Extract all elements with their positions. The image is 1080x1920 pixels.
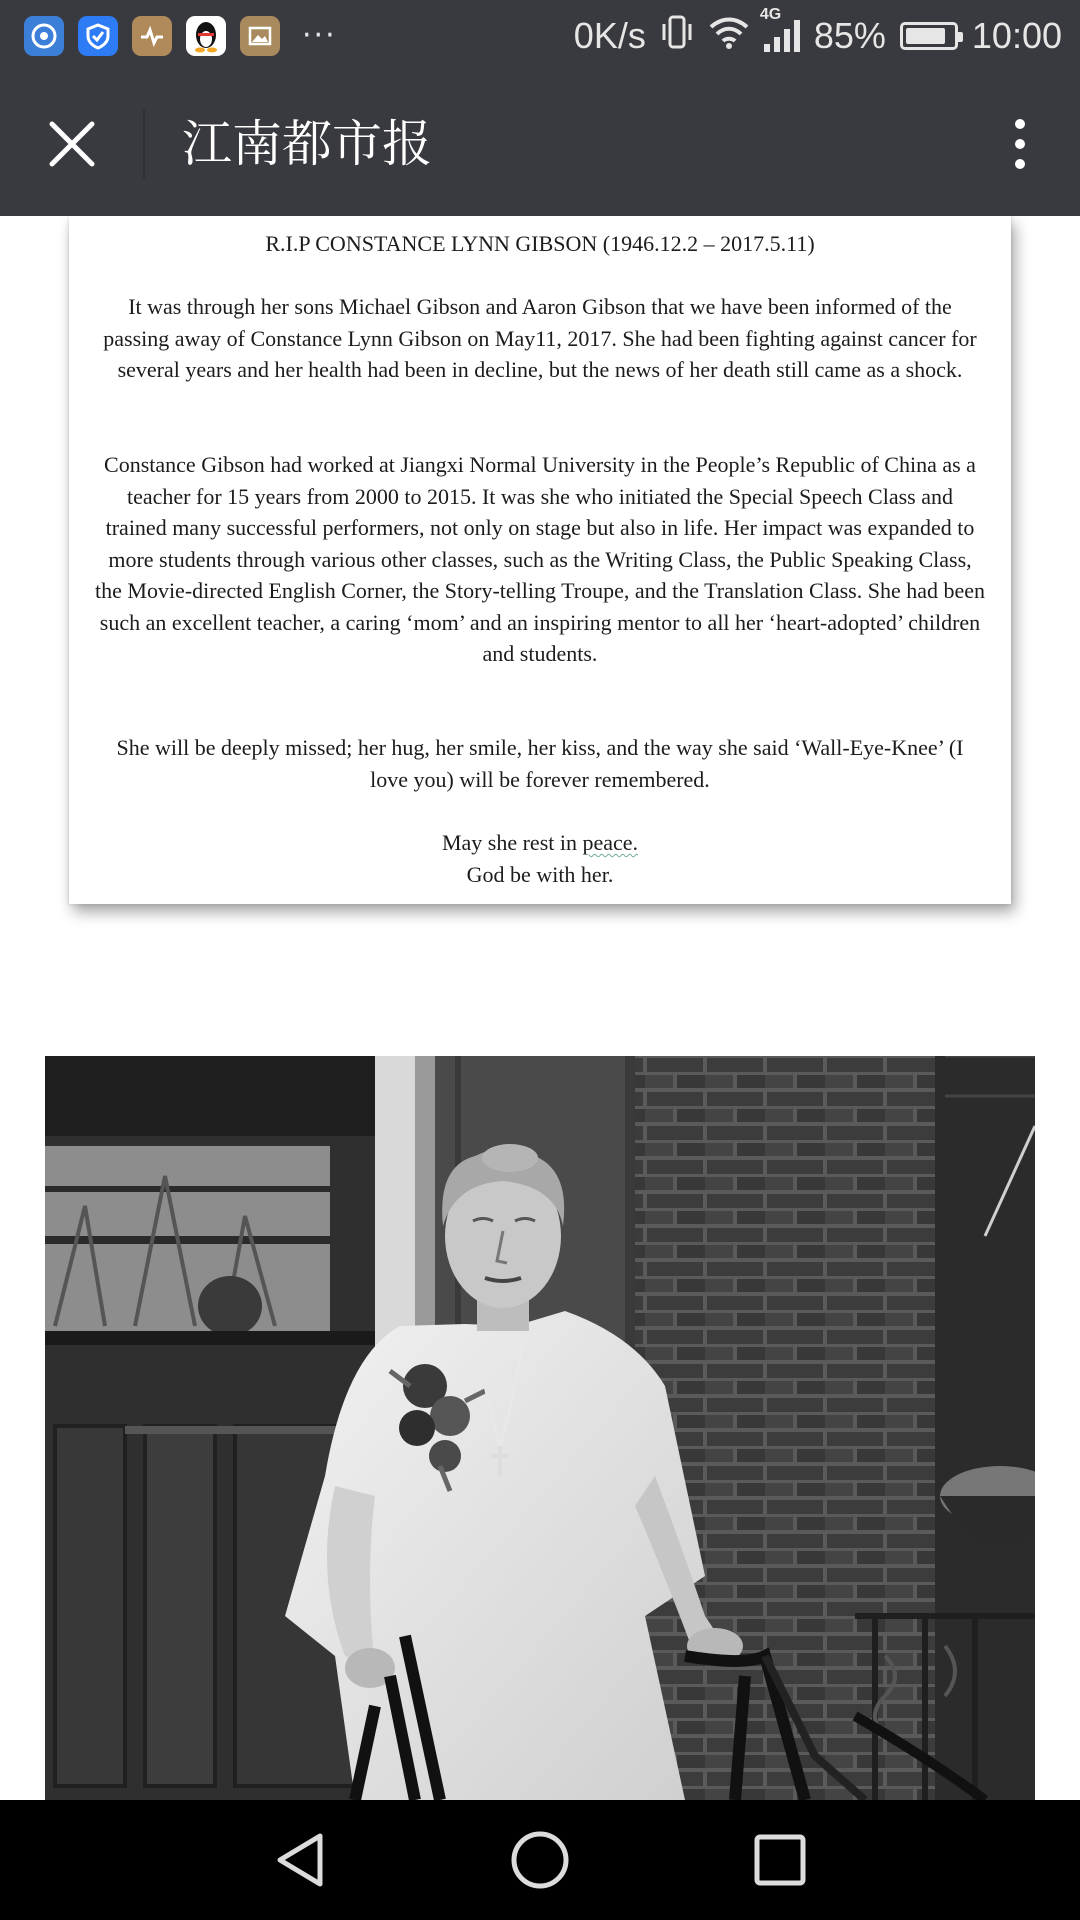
closing-line-2: God be with her. <box>466 861 614 887</box>
home-circle-icon <box>509 1829 571 1891</box>
nav-recents-button[interactable] <box>745 1828 815 1892</box>
obituary-paragraph-1: It was through her sons Michael Gibson and Aaron Gibson that we have been informed of the passing away of Constance Lynn Gibson on May11, 2017. She had been fighting against cancer for several years and her health had been in decline, but the news of her death still came as a shock. <box>103 294 977 382</box>
obituary-paragraph-3: She will be deeply missed; her hug, her smile, her kiss, and the way she said ‘Wall-Eye-Knee’ (I love you) will be forever remembered. <box>116 735 964 792</box>
system-status <box>574 0 1062 72</box>
browser-icon <box>24 16 64 56</box>
closing-line-1-prefix: May she rest in <box>441 830 583 855</box>
cellular-signal-icon <box>759 6 800 52</box>
notification-icons <box>24 14 337 58</box>
portrait-photo[interactable] <box>45 1056 1035 1800</box>
recents-square-icon <box>752 1832 808 1888</box>
title-bar <box>0 72 1080 216</box>
closing-line-1-word: peace. <box>582 830 639 855</box>
close-icon <box>47 119 97 169</box>
health-icon <box>132 16 172 56</box>
title-divider <box>143 110 145 178</box>
gallery-icon <box>240 16 280 56</box>
obituary-paragraph-2: Constance Gibson had worked at Jiangxi Normal University in the People’s Republic of China as a teacher for 15 years from 2000 to 2015. It was she who initiated the Special Speech Class and trained many successful performers, not only on stage but also in life. Her impact was expanded to more students through various other classes, such as the Writing Class, the Public Speaking Class, the Movie-directed English Corner, the Story-telling Troupe, and the Translation Class. She had been such an excellent teacher, a caring ‘mom’ and an inspiring mentor to all her ‘heart-adopted’ children and students. <box>95 452 986 666</box>
back-triangle-icon <box>272 1830 328 1890</box>
nav-home-button[interactable] <box>505 1828 575 1892</box>
page-title: 江南都市报 <box>182 115 432 173</box>
qq-penguin-icon <box>186 16 226 56</box>
obituary-image[interactable] <box>69 216 1011 904</box>
nav-back-button[interactable] <box>265 1828 335 1892</box>
obituary-closing <box>95 827 985 890</box>
battery-level <box>906 28 945 44</box>
more-notifications-icon: ··· <box>302 18 337 53</box>
clock: 10:00 <box>971 15 1062 56</box>
article-content[interactable] <box>0 216 1080 1800</box>
obituary-title: R.I.P CONSTANCE LYNN GIBSON (1946.12.2 – 2017.5.11) <box>265 231 815 256</box>
battery-icon <box>900 22 958 50</box>
more-options-button[interactable] <box>990 108 1050 180</box>
shield-security-icon <box>78 16 118 56</box>
network-speed: 0K/s <box>573 15 646 56</box>
system-nav-bar <box>0 1800 1080 1920</box>
wifi-icon <box>708 15 750 58</box>
more-vertical-icon <box>1015 119 1025 129</box>
status-bar <box>0 0 1080 72</box>
close-button[interactable] <box>30 112 114 176</box>
battery-percent: 85% <box>813 15 886 56</box>
vibrate-icon <box>660 12 694 61</box>
network-type: 4G <box>759 6 782 23</box>
